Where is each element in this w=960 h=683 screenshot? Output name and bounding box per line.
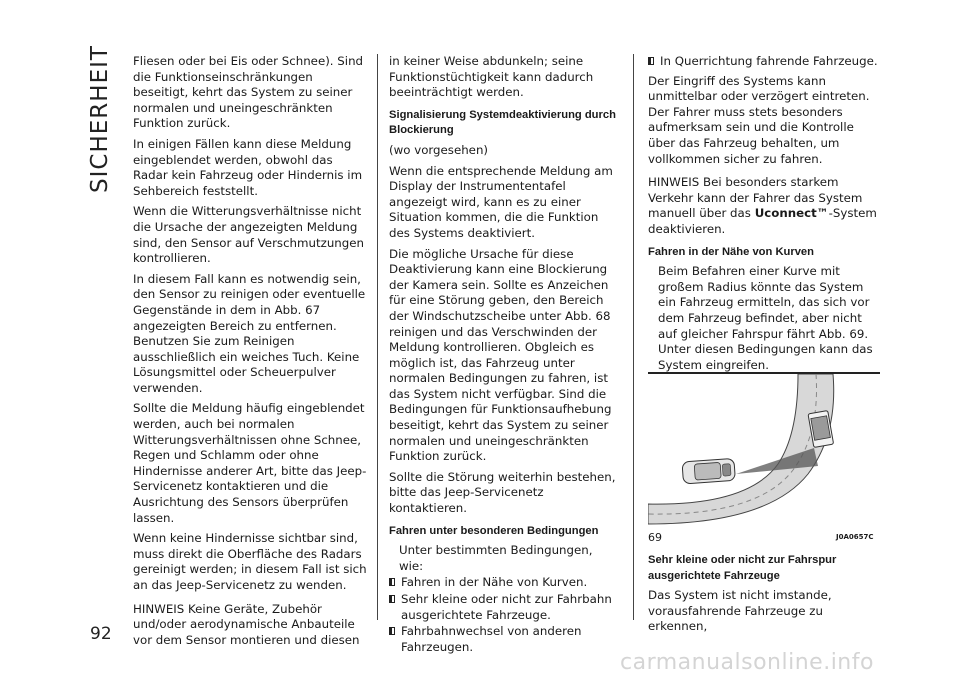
paragraph: Sollte die Meldung häufig eingeblendet werden, auch bei normalen Witterungsverhältnissen ohne Schnee, Regen und Schlamm oder ohne Hindernisse anderer Art, bitte das Jeep-Servicenetz kontaktieren und die Ausrichtung des Sensors überprüfen lassen. [133,401,367,525]
paragraph: in keiner Weise abdunkeln; seine Funktionstüchtigkeit kann dadurch beeinträchtigt werden. [389,54,594,100]
curve-road-diagram [648,374,880,530]
bullet-icon [389,595,395,603]
list-item: Fahrbahnwechsel von anderen Fahrzeugen. [389,624,619,655]
figure-number: 69 [648,531,662,544]
bullet-icon [389,627,395,635]
paragraph: In einigen Fällen kann diese Meldung eingeblendet werden, obwohl das Radar kein Fahrzeug oder Hindernis im Sehbereich feststellt. [133,136,363,198]
column-1 [133,54,368,653]
bullet-icon [389,578,395,586]
list-item: Sehr kleine oder nicht zur Fahrbahn ausgerichtete Fahrzeuge. [389,592,619,623]
figure-code: J0A0657C [836,533,874,541]
page-number: 92 [90,624,112,644]
paragraph: Der Eingriff des Systems kann unmittelbar oder verzögert eintreten. Der Fahrer muss stets besonders aufmerksam sein und die Kontrolle über das Fahrzeug behalten, um vollkommen sicher zu fahren. [648,73,870,166]
paragraph: Beim Befahren einer Kurve mit großem Radius könnte das System ein Fahrzeug ermitteln, das sich vor dem Fahrzeug befindet, aber nicht auf gleicher Fahrspur fährt Abb. 69. Unter diesen Bedingungen kann das System eingreifen. [658,264,873,372]
paragraph: Wenn keine Hindernisse sichtbar sind, muss direkt die Oberfläche des Radars gereinigt werden; in diesem Fall ist sich an das Jeep-Servicenetz zu wenden. [133,531,367,592]
note: HINWEIS Keine Geräte, Zubehör und/oder aerodynamische Anbauteile vor dem Sensor montieren und diesen [133,601,360,647]
note: HINWEIS Bei besonders starkem Verkehr kann der Fahrer das System manuell über das Uconnect™-System deaktivieren. [648,175,877,236]
column-3-continued [648,546,882,640]
column-divider [633,54,634,620]
paragraph: Die mögliche Ursache für diese Deaktivierung kann eine Blockierung der Kamera sein. Sollte es Anzeichen für eine Störung geben, den Bereich der Windschutzscheibe unter Abb. 68 reinigen und das Verschwinden der Meldung kontrollieren. Obgleich es möglich ist, das Fahrzeug unter normalen Bedingungen zu fahren, ist das System nicht verfügbar. Sind die Bedingungen für Funktionsaufhebung beseitigt, kehrt das System zu seiner normalen und uneingeschränkten Funktion zurück. [389,246,612,464]
section-title: SICHERHEIT [87,45,113,193]
column-2 [389,54,619,656]
figure-curve-illustration [648,372,880,530]
column-3 [648,54,882,378]
section-heading: Fahren in der Nähe von Kurven [648,245,814,258]
paragraph: In diesem Fall kann es notwendig sein, den Sensor zu reinigen oder eventuelle Gegenstände in dem in Abb. 67 angezeigten Bereich zu entfernen. Benutzen Sie zum Reinigen ausschließlich ein weiches Tuch. Keine Lösungsmittel oder Scheuerpulver verwenden. [133,271,366,395]
bullet-icon [648,57,654,65]
paragraph: Unter bestimmten Bedingungen, wie: [399,543,593,573]
paragraph: (wo vorgesehen) [389,142,489,157]
list-item: Fahren in der Nähe von Kurven. [389,575,619,591]
paragraph: Sollte die Störung weiterhin bestehen, bitte das Jeep-Servicenetz kontaktieren. [389,469,616,516]
paragraph: Das System ist nicht imstande, vorausfahrende Fahrzeuge zu erkennen, [648,588,832,634]
paragraph: Wenn die Witterungsverhältnisse nicht die Ursache der angezeigten Meldung sind, den Sensor auf Verschmutzungen kontrollieren. [133,204,364,266]
section-heading: Signalisierung Systemdeaktivierung durch Blockierung [389,108,616,137]
own-vehicle-icon [682,458,735,484]
section-heading: Sehr kleine oder nicht zur Fahrspur ausgerichtete Fahrzeuge [648,554,837,582]
paragraph: Fliesen oder bei Eis oder Schnee). Sind die Funktionseinschränkungen beseitigt, kehrt das System zu seiner normalen und uneingeschränkten Funktion zurück. [133,54,364,131]
section-heading: Fahren unter besonderen Bedingungen [389,524,599,537]
list-item: In Querrichtung fahrende Fahrzeuge. [648,54,882,70]
column-divider [377,54,378,620]
paragraph: Wenn die entsprechende Meldung am Display der Instrumententafel angezeigt wird, kann es zu einer Situation kommen, die die Funktion des Systems deaktiviert. [389,163,613,240]
watermark: carmanualsonline.info [620,650,874,675]
